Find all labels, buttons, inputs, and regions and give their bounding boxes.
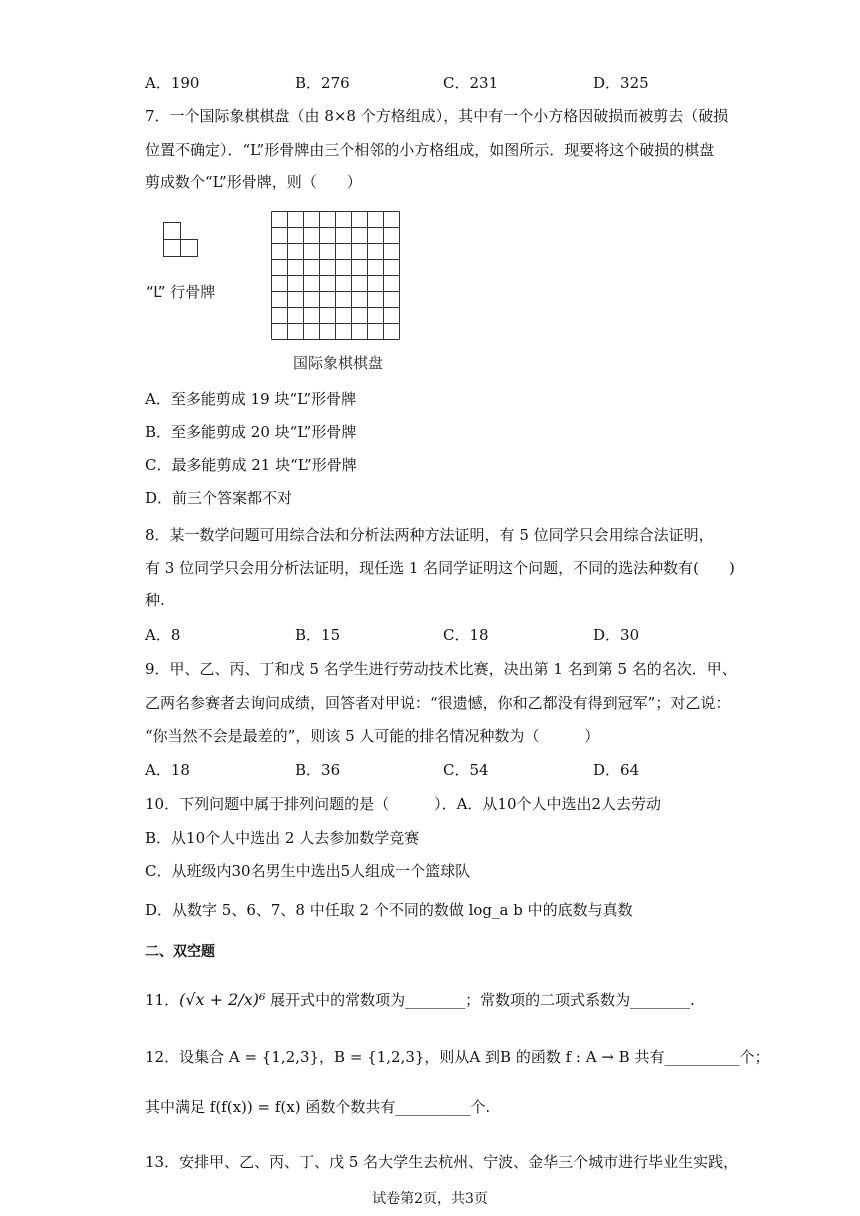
q9-option-c: C．54: [443, 761, 489, 779]
l-domino-figure: [163, 222, 199, 258]
q9-line-2: 乙两名参赛者去询问成绩，回答者对甲说：“很遗憾，你和乙都没有得到冠军”；对乙说：: [145, 694, 731, 712]
q7-line-3: 剪成数个“L”形骨牌，则（ ）: [145, 173, 362, 191]
q7-option-c: C．最多能剪成 21 块“L”形骨牌: [145, 456, 357, 474]
q8-option-a: A．8: [145, 626, 181, 644]
q9-options: [145, 760, 745, 780]
q12-line-1: 12．设集合 A = {1,2,3}，B = {1,2,3}，则从A 到B 的函数 f : A → B 共有__________个；: [145, 1048, 770, 1066]
q6-option-d: D．325: [593, 74, 649, 92]
q10-line-1: 10．下列问题中属于排列问题的是（ ）．A．从10个人中选出2人去劳动: [145, 795, 662, 813]
q10-option-d: D．从数字 5、6、7、8 中任取 2 个不同的数做 log_a b 中的底数与真数: [145, 901, 633, 919]
q8-line-2: 有 3 位同学只会用分析法证明，现任选 1 名同学证明这个问题，不同的选法种数有( ): [145, 559, 735, 577]
q8-option-d: D．30: [593, 626, 640, 644]
chessboard-label: 国际象棋棋盘: [293, 354, 384, 372]
q8-option-b: B．15: [295, 626, 341, 644]
q9-option-b: B．36: [295, 761, 341, 779]
q9-option-a: A．18: [145, 761, 190, 779]
q13-line-1: 13．安排甲、乙、丙、丁、戊 5 名大学生去杭州、宁波、金华三个城市进行毕业生实践，: [145, 1153, 739, 1171]
q9-line-3: “你当然不会是最差的”，则该 5 人可能的排名情况种数为（ ）: [145, 727, 600, 745]
q10-option-c: C．从班级内30名男生中选出5人组成一个篮球队: [145, 862, 471, 880]
q10-option-b: B．从10个人中选出 2 人去参加数学竞赛: [145, 829, 420, 847]
q11-expression: (√x + 2/x)⁶: [179, 990, 266, 1009]
section-title: 二、双空题: [145, 944, 215, 960]
q6-option-c: C．231: [443, 74, 499, 92]
l-domino-label: “L” 行骨牌: [146, 283, 216, 301]
q6-option-a: A．190: [145, 74, 200, 92]
q12-line-2: 其中满足 f(f(x)) = f(x) 函数个数共有__________个.: [145, 1098, 491, 1116]
q8-line-3: 种.: [145, 591, 165, 609]
q7-line-1: 7．一个国际象棋棋盘（由 8×8 个方格组成），其中有一个小方格因破损而被剪去（破损: [145, 107, 729, 125]
q7-option-a: A．至多能剪成 19 块“L”形骨牌: [145, 390, 357, 408]
q11-number: 11．: [145, 991, 180, 1009]
q7-line-2: 位置不确定）．“L”形骨牌由三个相邻的小方格组成，如图所示．现要将这个破损的棋盘: [145, 141, 715, 159]
q7-option-b: B．至多能剪成 20 块“L”形骨牌: [145, 423, 357, 441]
q6-option-b: B．276: [295, 74, 350, 92]
q8-option-c: C．18: [443, 626, 489, 644]
q11-text: 展开式中的常数项为________；常数项的二项式系数为________.: [270, 991, 695, 1009]
q9-line-1: 9．甲、乙、丙、丁和戊 5 名学生进行劳动技术比赛，决出第 1 名到第 5 名的名次．甲、: [145, 660, 737, 678]
q9-option-d: D．64: [593, 761, 640, 779]
q7-option-d: D．前三个答案都不对: [145, 489, 293, 507]
q8-line-1: 8．某一数学问题可用综合法和分析法两种方法证明，有 5 位同学只会用综合法证明，: [145, 526, 714, 544]
q11-line: [145, 990, 695, 1010]
q8-options: [145, 625, 745, 645]
chessboard-figure: [271, 211, 400, 340]
page-footer: 试卷第2页，共3页: [372, 1191, 488, 1207]
q6-options: [145, 73, 745, 93]
